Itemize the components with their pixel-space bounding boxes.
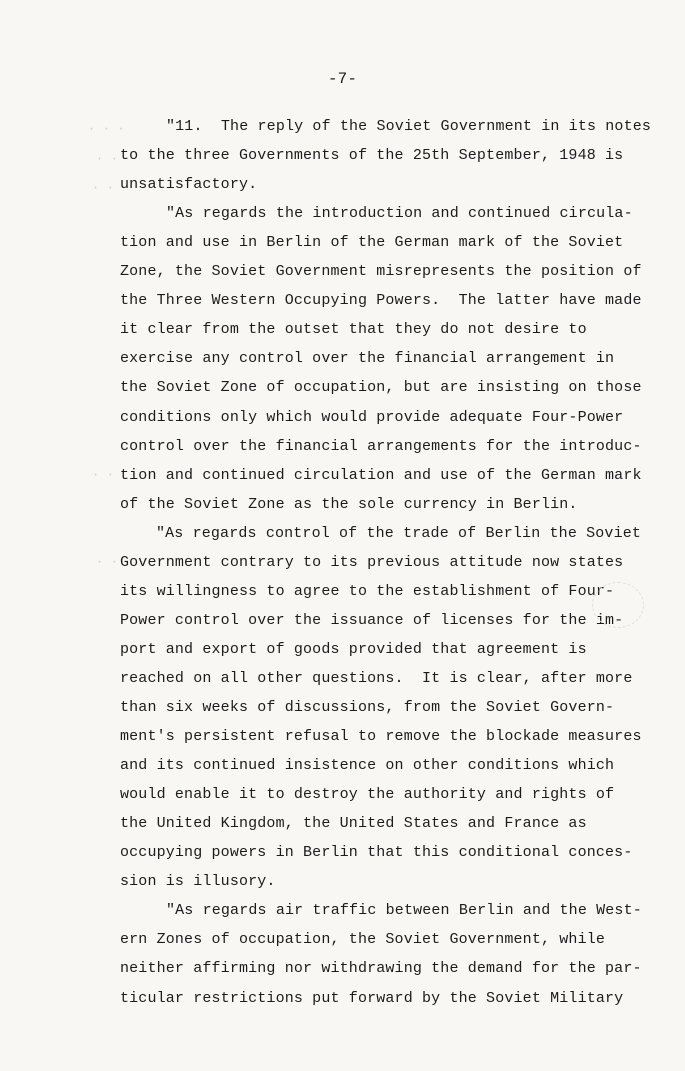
text-line: tion and use in Berlin of the German mark of the Soviet	[120, 234, 624, 252]
bleed-through-mark: · · ·	[88, 122, 125, 136]
text-line: of the Soviet Zone as the sole currency in Berlin.	[120, 495, 578, 513]
text-line: Government contrary to its previous attitude now states	[120, 553, 624, 571]
text-line: control over the financial arrangements for the introduc-	[120, 437, 642, 455]
text-line: to the three Governments of the 25th September, 1948 is	[120, 147, 624, 165]
text-line: conditions only which would provide adequate Four-Power	[120, 408, 624, 426]
text-line: tion and continued circulation and use of the German mark	[120, 466, 642, 484]
text-line: "11. The reply of the Soviet Government in its notes	[166, 118, 652, 135]
text-line: "As regards control of the trade of Berlin the Soviet	[156, 524, 642, 542]
text-line: it clear from the outset that they do not desire to	[120, 321, 587, 339]
text-line: reached on all other questions. It is clear, after more	[120, 669, 633, 687]
text-line: than six weeks of discussions, from the Soviet Govern-	[120, 699, 615, 716]
text-line: occupying powers in Berlin that this conditional conces-	[120, 844, 633, 862]
text-line: the Three Western Occupying Powers. The latter have made	[120, 292, 642, 310]
bleed-through-mark: · ·	[92, 181, 115, 195]
text-line: unsatisfactory.	[120, 176, 258, 194]
text-line: "As regards the introduction and continued circula-	[166, 205, 633, 223]
text-line: Zone, the Soviet Government misrepresents the position of	[120, 263, 642, 281]
text-line: would enable it to destroy the authority and rights of	[120, 786, 615, 804]
text-line: neither affirming nor withdrawing the demand for the par-	[120, 960, 642, 978]
text-line: its willingness to agree to the establishment of Four-	[120, 582, 615, 600]
text-line: ticular restrictions put forward by the Soviet Military	[120, 989, 624, 1007]
text-line: Power control over the issuance of licenses for the im-	[120, 611, 624, 629]
text-line: ment's persistent refusal to remove the blockade measures	[120, 728, 642, 746]
text-line: the United Kingdom, the United States and France as	[120, 815, 587, 833]
text-line: the Soviet Zone of occupation, but are insisting on those	[120, 379, 642, 397]
text-line: "As regards air traffic between Berlin and the West-	[166, 902, 642, 920]
text-line: ern Zones of occupation, the Soviet Government, while	[120, 931, 606, 949]
text-line: and its continued insistence on other conditions which	[120, 757, 615, 775]
bleed-through-mark: · ·	[92, 468, 115, 482]
bleed-through-mark: · ·	[96, 152, 119, 166]
text-line: exercise any control over the financial arrangement in	[120, 350, 615, 368]
faint-stamp-mark	[592, 582, 644, 628]
text-line: port and export of goods provided that agreement is	[120, 640, 587, 658]
bleed-through-mark: · ·	[96, 555, 119, 569]
page-number: -7-	[327, 70, 358, 88]
text-line: sion is illusory.	[120, 873, 276, 891]
